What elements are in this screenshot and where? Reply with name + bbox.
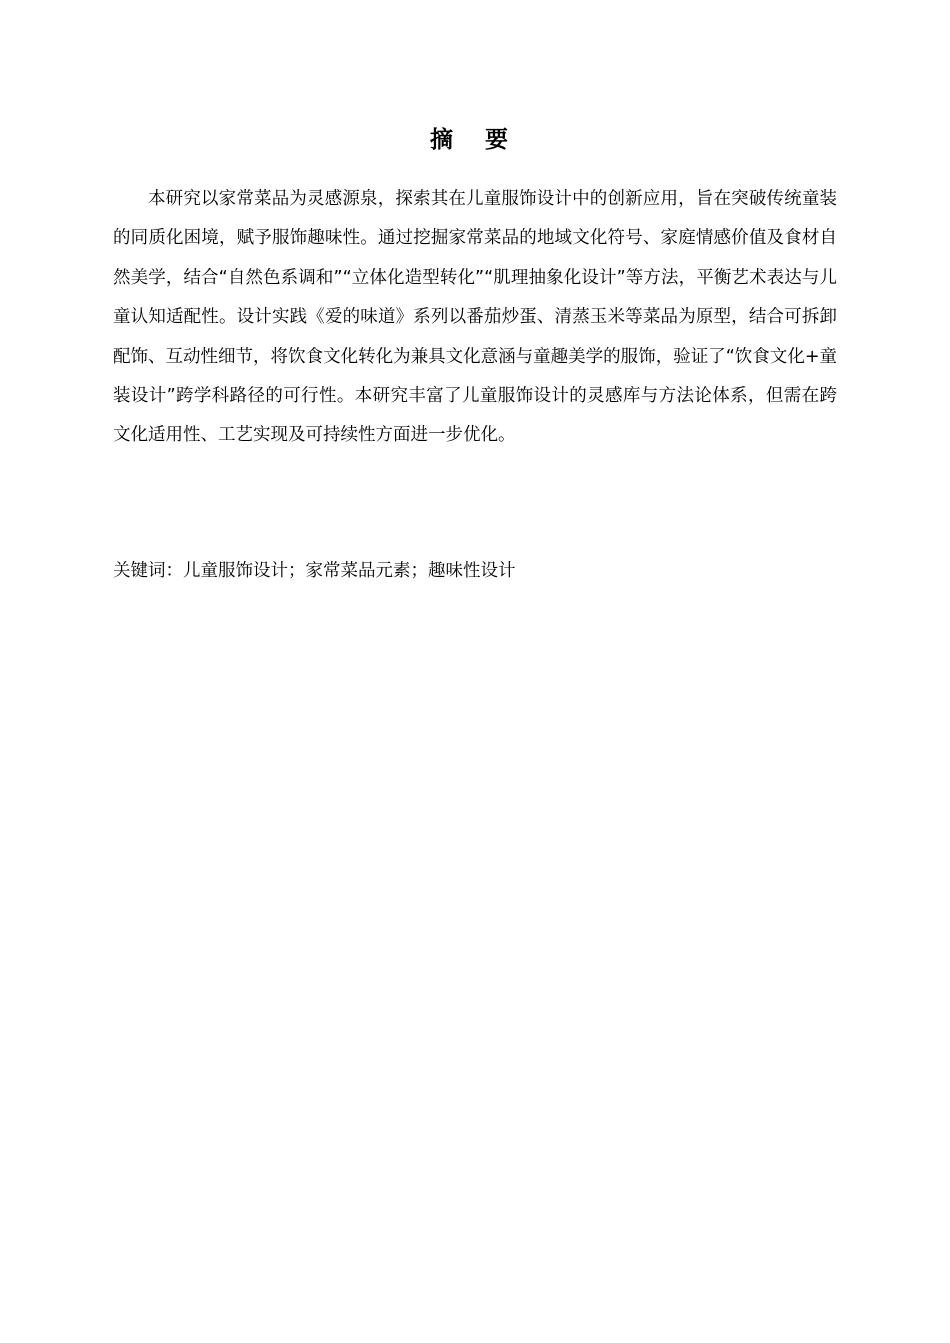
abstract-body: 本研究以家常菜品为灵感源泉，探索其在儿童服饰设计中的创新应用，旨在突破传统童装的同质化困境，赋予服饰趣味性。通过挖掘家常菜品的地域文化符号、家庭情感价值及食材自然美学，结合“自然色系调和”“立体化造型转化”“肌理抽象化设计”等方法，平衡艺术表达与儿童认知适配性。设计实践《爱的味道》系列以番茄炒蛋、清蒸玉米等菜品为原型，结合可拆卸配饰、互动性细节，将饮食文化转化为兼具文化意涵与童趣美学的服饰，验证了“饮食文化+童装设计”跨学科路径的可行性。本研究丰富了儿童服饰设计的灵感库与方法论体系，但需在跨文化适用性、工艺实现及可持续性方面进一步优化。 — [113, 189, 837, 446]
abstract-title: 摘 要 — [429, 127, 520, 153]
keywords-label: 关键词： — [113, 561, 183, 581]
keywords-line — [113, 552, 837, 591]
keywords-list: 儿童服饰设计；家常菜品元素；趣味性设计 — [183, 561, 516, 581]
